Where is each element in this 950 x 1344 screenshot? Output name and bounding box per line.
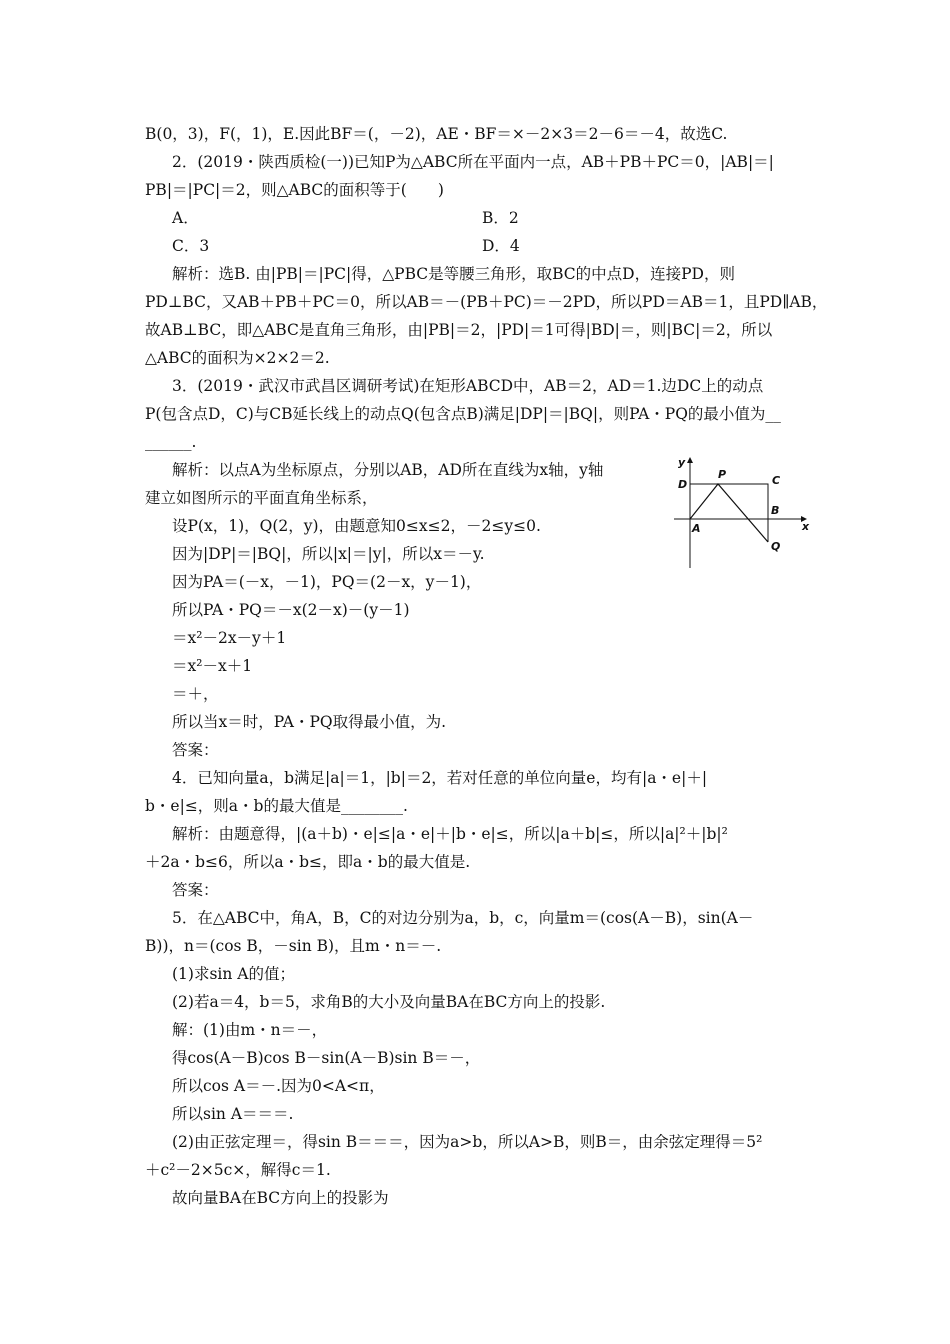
text-line: B(0，3)，F(，1)，E.因此BF＝(，－2)，AE・BF＝×－2×3＝2－6＝－4，故选C. [145,125,728,143]
option-c: C．3 [172,237,210,255]
option-d: D．4 [482,237,520,255]
label-c: C [772,474,781,487]
problem-4-line: 4．已知向量a，b满足|a|＝1，|b|＝2，若对任意的单位向量e，均有|a・e|＋| [172,769,708,787]
text-line: ＝x²－x＋1 [172,657,253,675]
text-line: ＋2a・b≤6，所以a・b≤，即a・b的最大值是. [145,853,471,871]
text-line: (2)若a＝4，b＝5，求角B的大小及向量BA在BC方向上的投影. [172,993,606,1011]
text-line: ______. [145,433,197,451]
text-line: PB|＝|PC|＝2，则△ABC的面积等于( ) [145,181,444,199]
text-line: P(包含点D，C)与CB延长线上的动点Q(包含点B)满足|DP|＝|BQ|，则PA・PQ的最小值为__ [145,405,781,423]
text-line: PD⊥BC，又AB＋PB＋PC＝0，所以AB＝－(PB＋PC)＝－2PD，所以PD＝AB＝1，且PD∥AB， [145,293,828,311]
solution-line: 解析：以点A为坐标原点，分别以AB，AD所在直线为x轴，y轴 [172,461,604,479]
option-b: B．2 [482,209,519,227]
text-line: 故向量BA在BC方向上的投影为 [172,1189,389,1207]
label-b: B [771,504,780,517]
label-x: x [802,520,810,533]
label-a: A [692,522,701,535]
text-line: ＋c²－2×5c×，解得c＝1. [145,1161,331,1179]
coordinate-figure [668,452,813,572]
text-line: 故AB⊥BC，即△ABC是直角三角形，由|PB|＝2，|PD|＝1可得|BD|＝，则|BC|＝2，所以 [145,321,773,339]
answer-label: 答案： [172,881,219,899]
label-d: D [678,478,688,491]
rectangle-sides [690,484,768,542]
text-line: 得cos(A－B)cos B－sin(A－B)sin B＝－， [172,1049,481,1067]
label-q: Q [771,540,781,553]
label-y: y [678,456,686,469]
text-line: 建立如图所示的平面直角坐标系， [145,489,378,507]
text-line: 所以PA・PQ＝－x(2－x)－(y－1) [172,601,410,619]
text-line: B))，n＝(cos B，－sin B)，且m・n＝－. [145,937,442,955]
answer-label: 答案： [172,741,219,759]
path-apq [690,484,768,542]
text-line: 因为PA＝(－x，－1)，PQ＝(2－x，y－1)， [172,573,482,591]
text-line: (2)由正弦定理＝，得sin B＝＝＝，因为a>b，所以A>B，则B＝，由余弦定理得＝5² [172,1133,763,1151]
text-line: b・e|≤，则a・b的最大值是________. [145,797,408,815]
text-line: 设P(x，1)，Q(2，y)，由题意知0≤x≤2，－2≤y≤0. [172,517,541,535]
problem-5-line: 5．在△ABC中，角A，B，C的对边分别为a，b，c，向量m＝(cos(A－B)，sin(A－ [172,909,754,927]
text-line: ＝x²－2x－y＋1 [172,629,287,647]
text-line: 因为|DP|＝|BQ|，所以|x|＝|y|，所以x＝－y. [172,545,485,563]
problem-2-line: 2．(2019・陕西质检(一))已知P为△ABC所在平面内一点，AB＋PB＋PC＝0，|AB|＝| [172,153,774,171]
text-line: 所以cos A＝－.因为0<A<π， [172,1077,385,1095]
solution-line: 解：(1)由m・n＝－， [172,1021,328,1039]
text-line: 所以当x＝时，PA・PQ取得最小值，为. [172,713,447,731]
problem-3-line: 3．(2019・武汉市武昌区调研考试)在矩形ABCD中，AB＝2，AD＝1.边DC上的动点 [172,377,764,395]
text-line: △ABC的面积为×2×2＝2. [145,349,330,367]
solution-line: 解析：由题意得，|(a＋b)・e|≤|a・e|＋|b・e|≤，所以|a＋b|≤，所以|a|²＋|b|² [172,825,728,843]
text-line: 所以sin A＝＝＝. [172,1105,294,1123]
label-p: P [718,468,727,481]
solution-line: 解析：选B. 由|PB|＝|PC|得，△PBC是等腰三角形，取BC的中点D，连接PD，则 [172,265,735,283]
text-line: ＝＋， [172,685,219,703]
text-line: (1)求sin A的值； [172,965,295,983]
option-a: A． [172,209,199,227]
